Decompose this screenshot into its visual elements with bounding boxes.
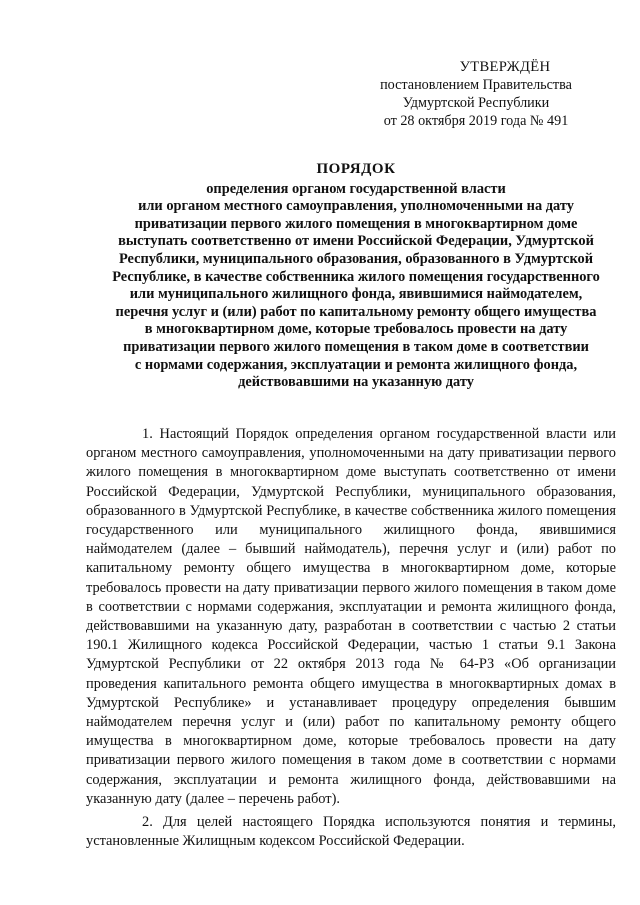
- approval-heading: УТВЕРЖДЁН: [459, 59, 551, 75]
- title-line: в многоквартирном доме, которые требовалось провести на дату: [144, 321, 568, 338]
- title-line: приватизации первого жилого помещения в таком доме в соответствии: [123, 338, 589, 355]
- title-line: приватизации первого жилого помещения в многоквартирном доме: [134, 215, 578, 232]
- document-title-main: ПОРЯДОК: [316, 161, 396, 177]
- approval-line-3: от 28 октября 2019 года № 491: [383, 113, 569, 129]
- title-line: или органом местного самоуправления, уполномоченными на дату: [138, 198, 574, 215]
- title-line: перечня услуг и (или) работ по капитальному ремонту общего имущества: [115, 303, 597, 320]
- title-line: или муниципального жилищного фонда, явившимися наймодателем,: [129, 286, 583, 303]
- approval-line-2: Удмуртской Республики: [402, 95, 550, 111]
- approval-stamp: [356, 58, 596, 130]
- title-line: действовавшими на указанную дату: [238, 374, 474, 391]
- title-line: с нормами содержания, эксплуатации и ремонта жилищного фонда,: [134, 356, 578, 373]
- paragraph-1: 1. Настоящий Порядок определения органом государственной власти или органом местного самоуправления, уполномоченными на дату приватизации первого жилого помещения в многоквартирном доме выступать соответственно от имени Российской Федерации, Удмуртской Республики, муниципального образования, образованного в Удмуртской Республике, в качестве собственника жилого помещения государственного или муниципального жилищного фонда, явившимися наймодателем (далее – бывший наймодатель), перечня услуг и (или) работ по капитальному ремонту общего имущества в многоквартирном доме, которые требовалось провести на дату приватизации первого жилого помещения в таком доме в соответствии с нормами содержания, эксплуатации и ремонта жилищного фонда, действовавшими на указанную дату, разработан в соответствии с частью 2 статьи 190.1 Жилищного кодекса Российской Федерации, частью 1 статьи 9.1 Закона Удмуртской Республики от 22 октября 2013 года № 64-РЗ «Об организации проведения капитального ремонта общего имущества в многоквартирных домах в Удмуртской Республике» и устанавливает процедуру определения бывшим наймодателем перечня услуг и (или) работ по капитальному ремонту общего имущества в многоквартирном доме, которые требовалось провести на дату приватизации первого жилого помещения в таком доме в соответствии с нормами содержания, эксплуатации и ремонта жилищного фонда, действовавшими на указанную дату (далее – перечень работ).: [86, 426, 616, 807]
- paragraph-2: 2. Для целей настоящего Порядка используются понятия и термины, установленные Жилищным кодексом Российской Федерации.: [86, 814, 616, 850]
- approval-line-1: постановлением Правительства: [380, 77, 572, 93]
- title-line: Республики, муниципального образования, образованного в Удмуртской: [118, 250, 594, 267]
- document-title: [96, 161, 616, 392]
- title-line: выступать соответственно от имени Российской Федерации, Удмуртской: [118, 233, 594, 250]
- title-line: определения органом государственной власти: [206, 180, 506, 197]
- document-body: [86, 425, 616, 851]
- title-line: Республике, в качестве собственника жилого помещения государственного: [112, 268, 600, 285]
